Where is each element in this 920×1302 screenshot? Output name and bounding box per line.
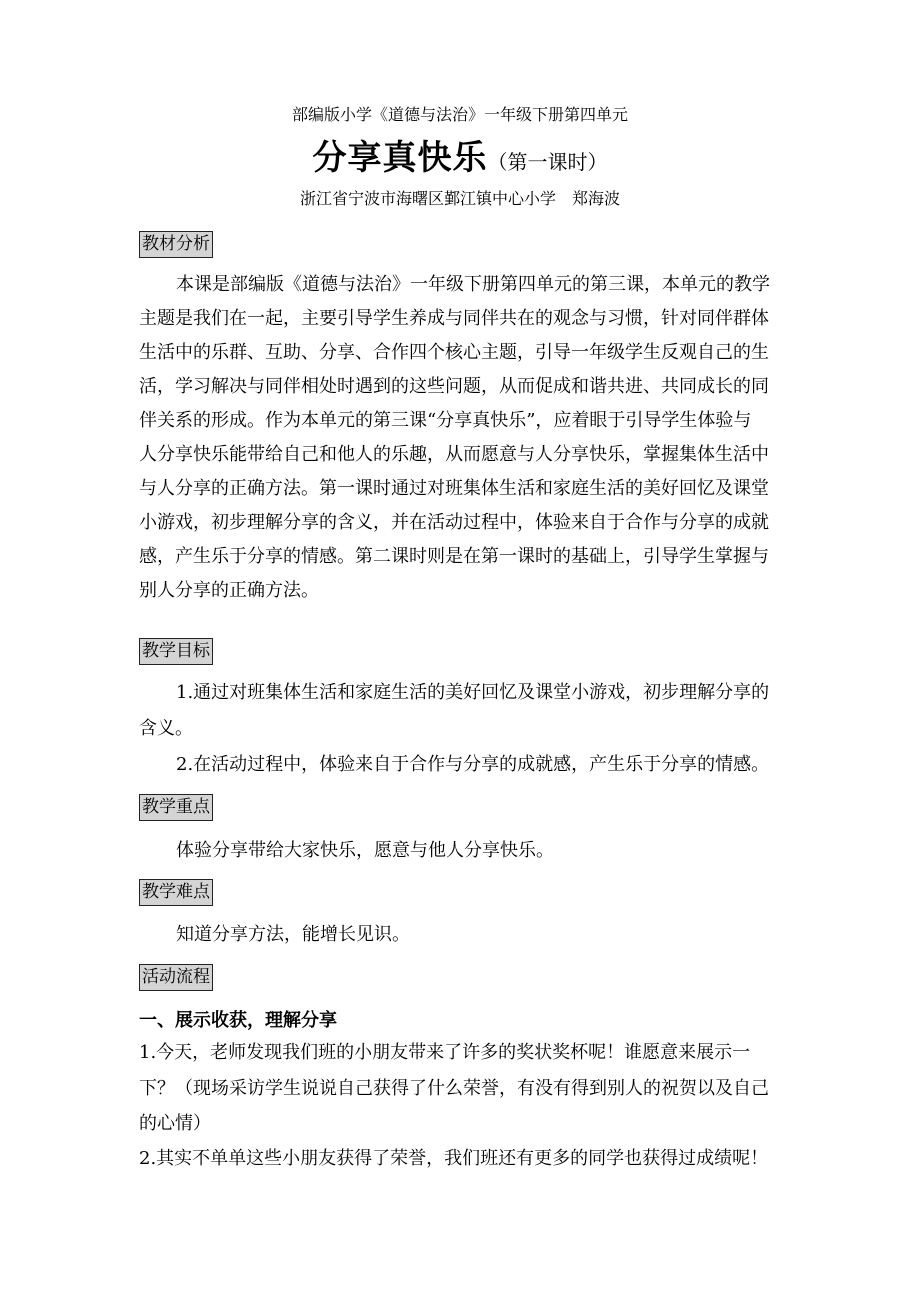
analysis-line: 感，产生乐于分享的情感。第二课时则是在第一课时的基础上，引导学生掌握与 bbox=[139, 546, 769, 567]
analysis-line: 别人分享的正确方法。 bbox=[139, 580, 319, 601]
analysis-line: 主题是我们在一起，主要引导学生养成与同伴共在的观念与习惯，针对同伴群体 bbox=[139, 308, 769, 329]
goal-1-line-1: 1.通过对班集体生活和家庭生活的美好回忆及课堂小游戏，初步理解分享的 bbox=[176, 682, 770, 703]
process-step-1-line-3: 的心情） bbox=[139, 1113, 211, 1134]
process-step-1-line-1: 1.今天，老师发现我们班的小朋友带来了许多的奖状奖杯呢！谁愿意来展示一 bbox=[139, 1042, 751, 1063]
analysis-line: 小游戏，初步理解分享的含义，并在活动过程中，体验来自于合作与分享的成就 bbox=[139, 512, 769, 533]
author-line: 浙江省宁波市海曙区鄞江镇中心小学 郑海波 bbox=[299, 189, 620, 208]
goal-2: 2.在活动过程中，体验来自于合作与分享的成就感，产生乐于分享的情感。 bbox=[176, 754, 770, 775]
series-line: 部编版小学《道德与法治》一年级下册第四单元 bbox=[291, 105, 628, 124]
analysis-line: 活，学习解决与同伴相处时遇到的这些问题，从而促成和谐共进、共同成长的同 bbox=[139, 376, 769, 397]
analysis-line: 本课是部编版《道德与法治》一年级下册第四单元的第三课，本单元的教学 bbox=[176, 274, 770, 295]
section-label-goals: 教学目标 bbox=[139, 638, 213, 665]
process-step-1-line-2: 下？（现场采访学生说说自己获得了什么荣誉，有没有得到别人的祝贺以及自己 bbox=[139, 1078, 769, 1099]
section-label-difficulties: 教学难点 bbox=[139, 879, 213, 906]
difficulties-text: 知道分享方法，能增长见识。 bbox=[176, 924, 410, 945]
section-label-process: 活动流程 bbox=[139, 964, 213, 991]
analysis-line: 人分享快乐能带给自己和他人的乐趣，从而愿意与人分享快乐，掌握集体生活中 bbox=[139, 444, 769, 465]
section-label-key-points: 教学重点 bbox=[139, 794, 213, 821]
title-note: （第一课时） bbox=[487, 150, 608, 174]
process-step-2: 2.其实不单单这些小朋友获得了荣誉，我们班还有更多的同学也获得过成绩呢！ bbox=[139, 1148, 769, 1169]
analysis-line: 伴关系的形成。作为本单元的第三课“分享真快乐”，应着眼于引导学生体验与 bbox=[139, 410, 752, 431]
title-row bbox=[0, 136, 920, 186]
section-label-analysis: 教材分析 bbox=[139, 231, 213, 258]
key-points-text: 体验分享带给大家快乐，愿意与他人分享快乐。 bbox=[176, 840, 554, 861]
page-title: 分享真快乐 bbox=[312, 138, 488, 178]
analysis-line: 与人分享的正确方法。第一课时通过对班集体生活和家庭生活的美好回忆及课堂 bbox=[139, 478, 769, 499]
analysis-line: 生活中的乐群、互助、分享、合作四个核心主题，引导一年级学生反观自己的生 bbox=[139, 342, 769, 363]
goal-1-line-2: 含义。 bbox=[139, 718, 193, 739]
process-step-heading: 一、展示收获，理解分享 bbox=[139, 1010, 337, 1031]
